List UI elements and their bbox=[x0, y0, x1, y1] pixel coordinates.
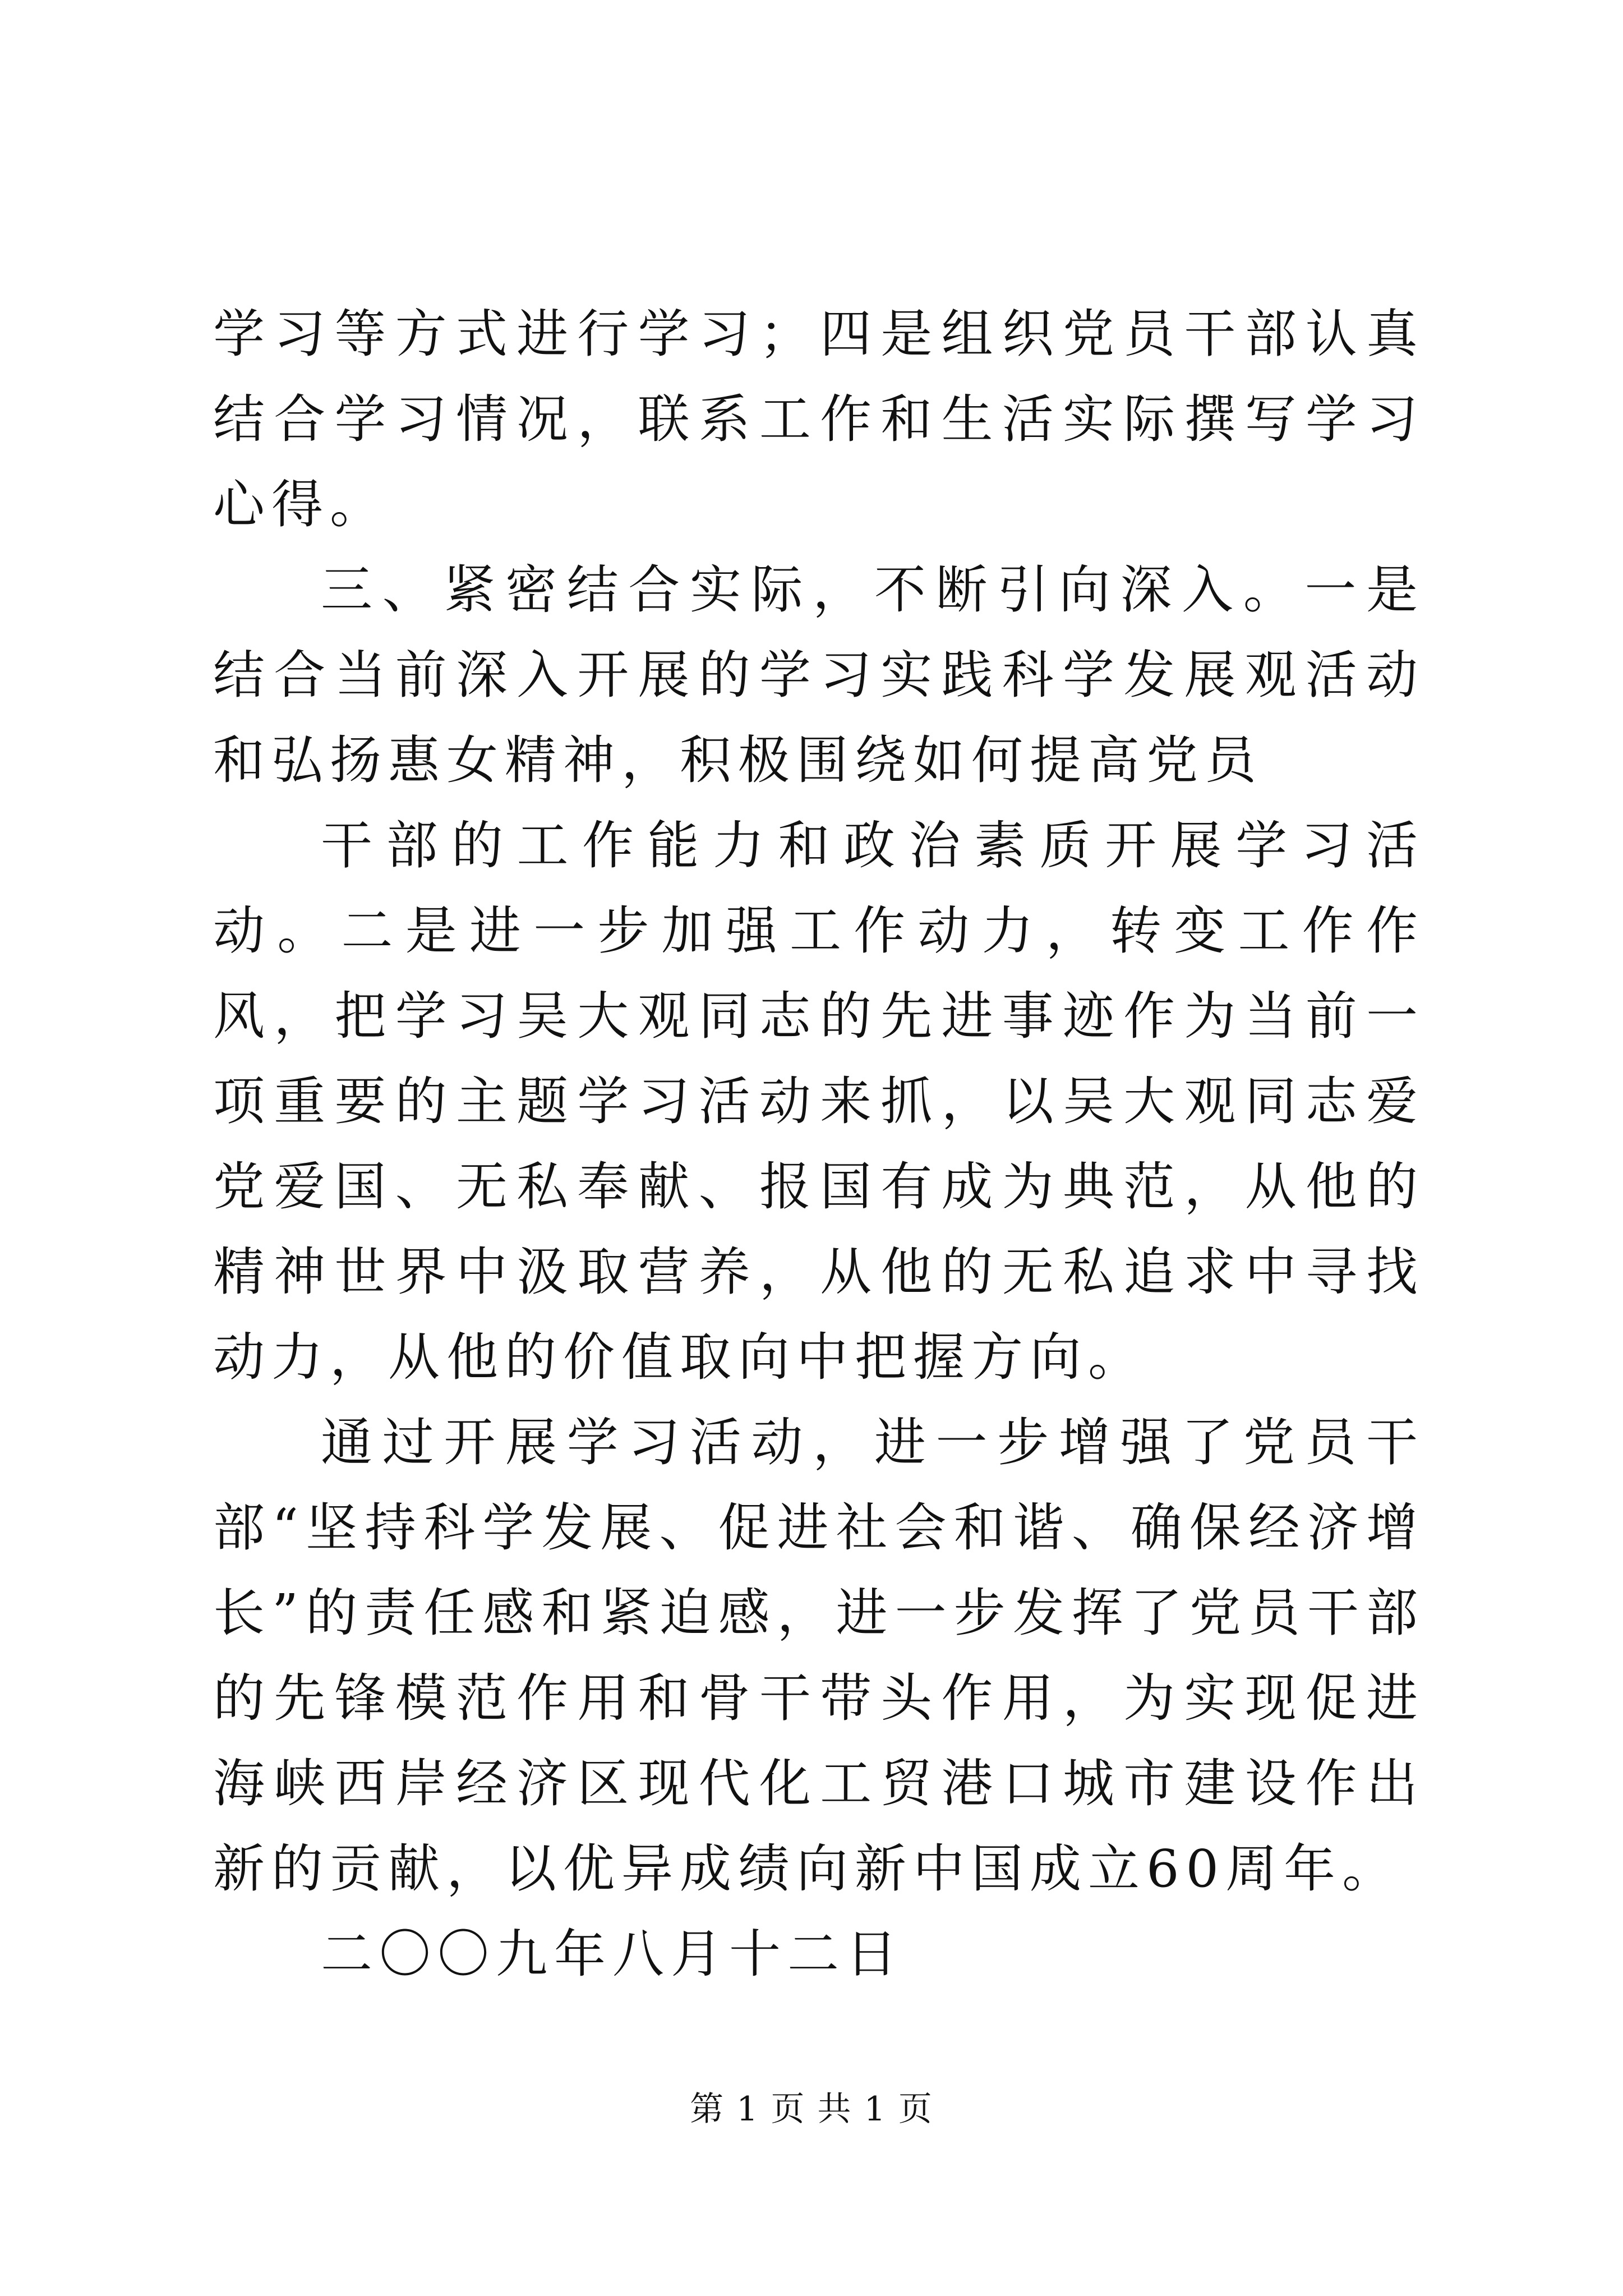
document-body bbox=[213, 292, 1424, 1997]
paragraph-1: 学习等方式进行学习；四是组织党员干部认真结合学习情况，联系工作和生活实际撰写学习心得。 bbox=[213, 304, 1424, 535]
paragraph-2: 三、紧密结合实际，不断引向深入。一是结合当前深入开展的学习实践科学发展观活动和弘扬惠女精神，积极围绕如何提高党员 bbox=[213, 560, 1424, 790]
date-line: 二〇〇九年八月十二日 bbox=[321, 1924, 905, 1984]
page-footer: 第 1 页 共 1 页 bbox=[690, 2090, 933, 2129]
paragraph-3: 干部的工作能力和政治素质开展学习活动。二是进一步加强工作动力，转变工作作风，把学习吴大观同志的先进事迹作为当前一项重要的主题学习活动来抓，以吴大观同志爱党爱国、无私奉献、报国有成为典范，从他的精神世界中汲取营养，从他的无私追求中寻找动力，从他的价值取向中把握方向。 bbox=[213, 816, 1424, 1387]
paragraph-4: 通过开展学习活动，进一步增强了党员干部“坚持科学发展、促进社会和谐、确保经济增长”的责任感和紧迫感，进一步发挥了党员干部的先锋模范作用和骨干带头作用，为实现促进海峡西岸经济区现代化工贸港口城市建设作出新的贡献，以优异成绩向新中国成立60周年。 bbox=[213, 1412, 1424, 1899]
